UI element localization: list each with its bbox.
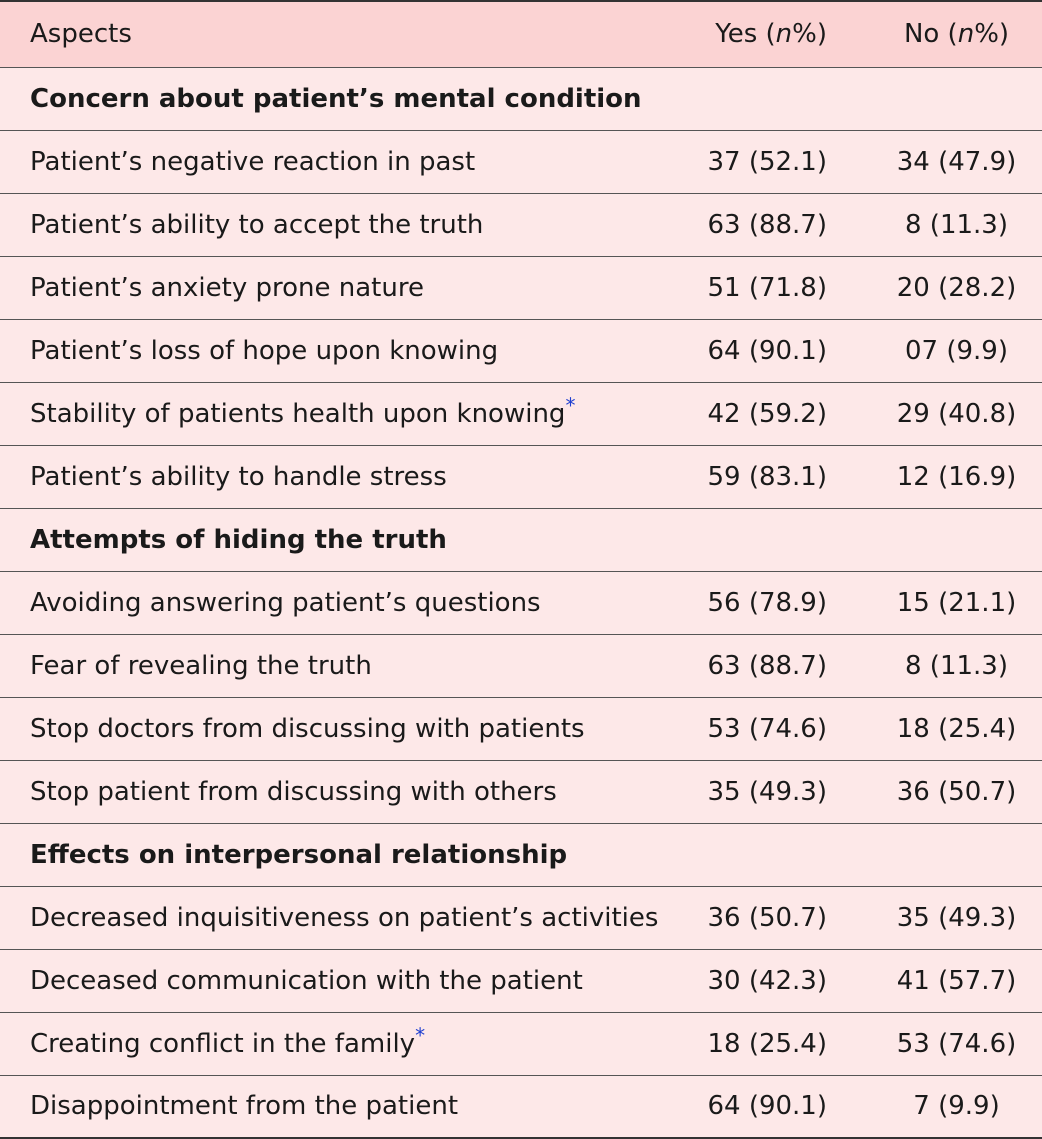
yes-cell: 37 (52.1) <box>685 130 855 193</box>
aspect-text: Stop doctors from discussing with patients <box>30 713 585 744</box>
no-cell: 15 (21.1) <box>855 571 1042 634</box>
aspect-cell <box>0 193 685 256</box>
header-no: No (n%) <box>855 1 1042 67</box>
aspect-cell <box>0 445 685 508</box>
aspect-text: Stability of patients health upon knowing <box>30 398 566 429</box>
yes-cell: 18 (25.4) <box>685 1012 855 1075</box>
header-row <box>0 1 1042 67</box>
aspect-text: Disappointment from the patient <box>30 1091 459 1122</box>
aspect-cell <box>0 319 685 382</box>
aspect-cell <box>0 697 685 760</box>
aspect-text: Creating conflict in the family <box>30 1028 416 1059</box>
aspect-cell <box>0 949 685 1012</box>
aspect-cell <box>0 634 685 697</box>
table-row <box>0 697 1042 760</box>
aspect-cell <box>0 886 685 949</box>
aspect-cell <box>0 382 685 445</box>
aspect-cell <box>0 256 685 319</box>
table-row <box>0 1012 1042 1075</box>
table-body <box>0 67 1042 1138</box>
yes-cell: 63 (88.7) <box>685 634 855 697</box>
table-row <box>0 886 1042 949</box>
table-row <box>0 760 1042 823</box>
aspect-text: Stop patient from discussing with others <box>30 776 557 807</box>
no-cell: 41 (57.7) <box>855 949 1042 1012</box>
no-cell: 07 (9.9) <box>855 319 1042 382</box>
no-cell: 8 (11.3) <box>855 634 1042 697</box>
no-cell: 36 (50.7) <box>855 760 1042 823</box>
yes-cell: 64 (90.1) <box>685 1075 855 1138</box>
no-cell: 12 (16.9) <box>855 445 1042 508</box>
yes-cell: 36 (50.7) <box>685 886 855 949</box>
yes-cell: 42 (59.2) <box>685 382 855 445</box>
yes-cell: 53 (74.6) <box>685 697 855 760</box>
aspect-text: Avoiding answering patient’s questions <box>30 587 541 618</box>
table-row <box>0 634 1042 697</box>
no-cell: 34 (47.9) <box>855 130 1042 193</box>
yes-cell: 56 (78.9) <box>685 571 855 634</box>
no-cell: 53 (74.6) <box>855 1012 1042 1075</box>
section-header-row <box>0 508 1042 571</box>
aspect-cell <box>0 760 685 823</box>
table-row <box>0 949 1042 1012</box>
aspect-text: Fear of revealing the truth <box>30 650 372 681</box>
table-row <box>0 571 1042 634</box>
aspect-cell <box>0 571 685 634</box>
aspect-text: Decreased inquisitiveness on patient’s activities <box>30 902 659 933</box>
section-title: Effects on interpersonal relationship <box>0 823 1042 886</box>
no-cell: 7 (9.9) <box>855 1075 1042 1138</box>
aspect-text: Deceased communication with the patient <box>30 965 583 996</box>
aspect-cell <box>0 130 685 193</box>
aspect-cell <box>0 1012 685 1075</box>
aspect-text: Patient’s ability to handle stress <box>30 461 447 492</box>
aspect-text: Patient’s loss of hope upon knowing <box>30 335 499 366</box>
aspect-cell <box>0 1075 685 1138</box>
yes-cell: 59 (83.1) <box>685 445 855 508</box>
no-cell: 18 (25.4) <box>855 697 1042 760</box>
yes-cell: 63 (88.7) <box>685 193 855 256</box>
table-row <box>0 382 1042 445</box>
table-row <box>0 1075 1042 1138</box>
yes-cell: 64 (90.1) <box>685 319 855 382</box>
footnote-marker: * <box>415 1022 426 1047</box>
section-header-row <box>0 823 1042 886</box>
no-cell: 35 (49.3) <box>855 886 1042 949</box>
no-cell: 20 (28.2) <box>855 256 1042 319</box>
aspect-text: Patient’s negative reaction in past <box>30 146 476 177</box>
section-header-row <box>0 67 1042 130</box>
aspect-text: Patient’s ability to accept the truth <box>30 209 484 240</box>
table-row <box>0 193 1042 256</box>
table-row <box>0 256 1042 319</box>
footnote-marker: * <box>565 392 576 417</box>
no-cell: 29 (40.8) <box>855 382 1042 445</box>
table-row <box>0 130 1042 193</box>
section-title: Concern about patient’s mental condition <box>0 67 1042 130</box>
section-title: Attempts of hiding the truth <box>0 508 1042 571</box>
header-aspects: Aspects <box>0 1 685 67</box>
yes-cell: 30 (42.3) <box>685 949 855 1012</box>
table-row <box>0 445 1042 508</box>
header-yes: Yes (n%) <box>685 1 855 67</box>
aspect-text: Patient’s anxiety prone nature <box>30 272 424 303</box>
table-row <box>0 319 1042 382</box>
yes-cell: 35 (49.3) <box>685 760 855 823</box>
yes-cell: 51 (71.8) <box>685 256 855 319</box>
no-cell: 8 (11.3) <box>855 193 1042 256</box>
